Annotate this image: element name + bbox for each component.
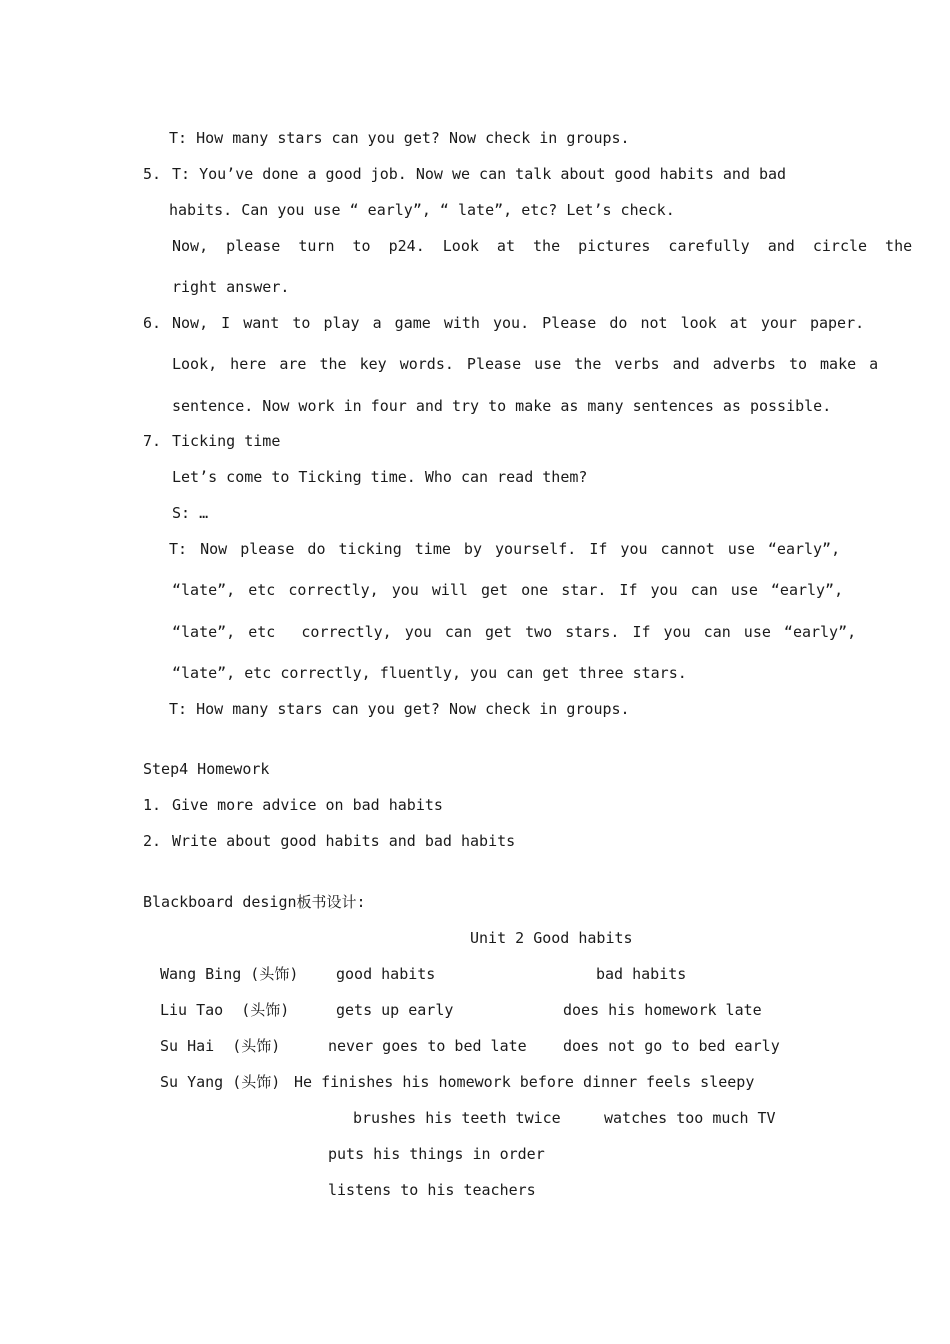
board-row-3-good: never goes to bed late [328,1037,527,1055]
homework-item-1-number: 1. [143,796,162,814]
board-row-6-good: puts his things in order [328,1145,545,1163]
item-5-number: 5. [143,165,162,183]
blackboard-title: Unit 2 Good habits [470,929,633,947]
board-row-4-good: He finishes his homework before dinner [294,1073,638,1091]
board-row-3-bad: does not go to bed early [563,1037,780,1055]
board-row-2-name: Liu Tao (头饰) [160,1001,290,1019]
item-7-line-5: “late”, etc correctly, you can get two stars. If you can use “early”, [172,623,857,641]
homework-heading: Step4 Homework [143,760,270,778]
blackboard-heading: Blackboard design板书设计: [143,893,366,911]
item-7-line-2: S: … [172,504,209,522]
item-7-line-3: T: Now please do ticking time by yourself. If you cannot use “early”, [169,540,841,558]
board-row-4-name: Su Yang (头饰) [160,1073,281,1091]
item-6-line-2: Look, here are the key words. Please use the verbs and adverbs to make a [172,355,879,373]
homework-item-2-number: 2. [143,832,162,850]
board-row-4-bad: feels sleepy [646,1073,755,1091]
item-7-line-4: “late”, etc correctly, you will get one star. If you can use “early”, [172,581,844,599]
board-row-5-bad: watches too much TV [604,1109,776,1127]
item-7-line-6: “late”, etc correctly, fluently, you can get three stars. [172,664,687,682]
board-row-7-good: listens to his teachers [328,1181,536,1199]
item-7-number: 7. [143,432,162,450]
homework-item-1: Give more advice on bad habits [172,796,443,814]
item-7-line-1: Let’s come to Ticking time. Who can read them? [172,468,588,486]
board-row-1-name: Wang Bing (头饰) [160,965,299,983]
board-row-2-bad: does his homework late [563,1001,762,1019]
item-5-line-2: habits. Can you use “ early”, “ late”, etc? Let’s check. [169,201,675,219]
item-5-line-4: right answer. [172,278,290,296]
item-7-title: Ticking time [172,432,281,450]
item-7-line-7: T: How many stars can you get? Now check in groups. [169,700,630,718]
board-row-1-bad: bad habits [596,965,687,983]
item-6-line-3: sentence. Now work in four and try to make as many sentences as possible. [172,397,832,415]
item-6-line-1: Now, I want to play a game with you. Please do not look at your paper. [172,314,865,332]
board-row-2-good: gets up early [336,1001,454,1019]
homework-item-2: Write about good habits and bad habits [172,832,516,850]
intro-line: T: How many stars can you get? Now check in groups. [169,129,630,147]
board-row-1-good: good habits [336,965,436,983]
item-6-number: 6. [143,314,162,332]
item-5-line-1: T: You’ve done a good job. Now we can talk about good habits and bad [172,165,787,183]
board-row-3-name: Su Hai (头饰) [160,1037,281,1055]
board-row-5-good: brushes his teeth twice [353,1109,561,1127]
item-5-line-3: Now, please turn to p24. Look at the pictures carefully and circle the [172,237,913,255]
